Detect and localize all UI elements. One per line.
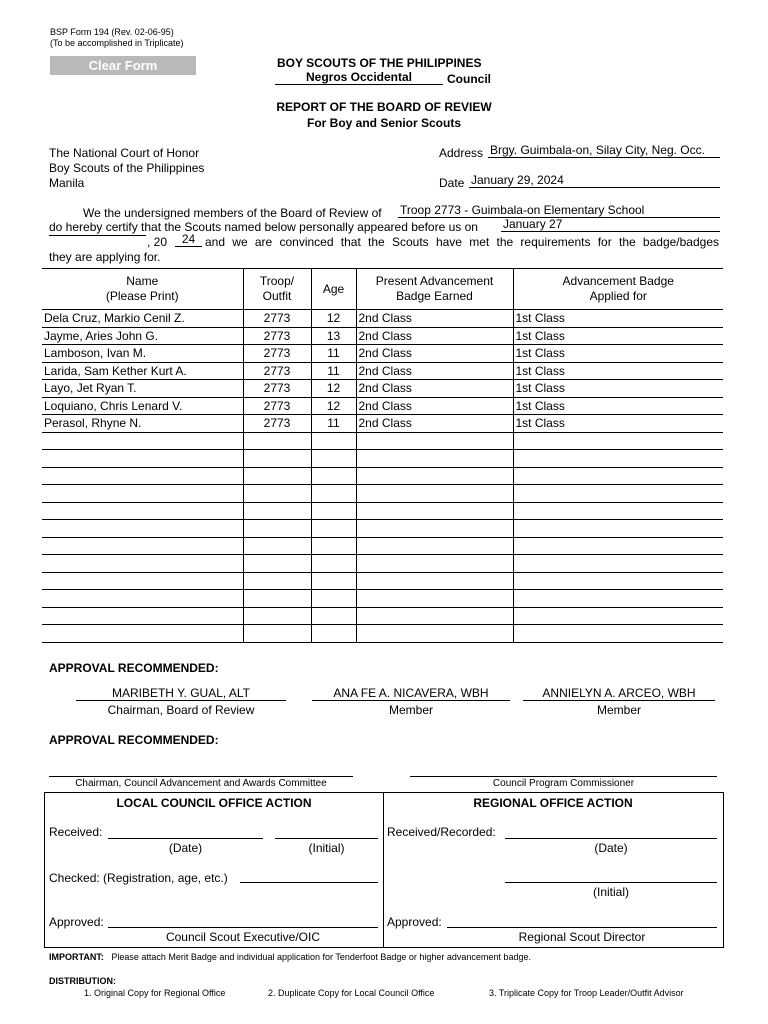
present-badge-cell[interactable] <box>356 485 513 503</box>
age-cell[interactable] <box>311 607 356 625</box>
col-header-applied-badge: Advancement Badge Applied for <box>513 269 723 310</box>
name-cell[interactable]: Loquiano, Chris Lenard V. <box>42 397 243 415</box>
table-row <box>42 450 723 468</box>
year-field[interactable]: 24 <box>175 232 202 247</box>
org-name: BOY SCOUTS OF THE PHILIPPINES <box>277 56 482 70</box>
table-row <box>42 607 723 625</box>
name-cell[interactable] <box>42 432 243 450</box>
name-cell[interactable] <box>42 572 243 590</box>
col-header-name: Name (Please Print) <box>42 269 243 310</box>
address-label: Address <box>439 146 484 160</box>
table-row <box>42 415 723 433</box>
appeared-date-blank[interactable] <box>49 235 146 236</box>
applied-badge-cell[interactable] <box>513 590 723 608</box>
member1-signature-field[interactable]: ANA FE A. NICAVERA, WBH <box>312 686 510 701</box>
age-cell[interactable] <box>311 467 356 485</box>
member2-signature-field[interactable]: ANNIELYN A. ARCEO, WBH <box>523 686 715 701</box>
member2-role: Member <box>596 703 641 717</box>
troop-cell[interactable]: 2773 <box>243 380 311 398</box>
present-badge-cell[interactable]: 2nd Class <box>356 310 513 328</box>
present-badge-cell[interactable] <box>356 537 513 555</box>
troop-cell[interactable] <box>243 607 311 625</box>
name-cell[interactable]: Larida, Sam Kether Kurt A. <box>42 362 243 380</box>
age-cell[interactable] <box>311 572 356 590</box>
chairman-role: Chairman, Board of Review <box>107 703 255 717</box>
present-badge-cell[interactable]: 2nd Class <box>356 380 513 398</box>
certification-intro: We the undersigned members of the Board of Review of <box>83 206 382 220</box>
applied-badge-cell[interactable] <box>513 607 723 625</box>
local-date-caption: (Date) <box>168 841 203 855</box>
present-badge-cell[interactable]: 2nd Class <box>356 327 513 345</box>
program-commissioner-signature-line[interactable] <box>410 776 717 777</box>
distribution-item-3: 3. Triplicate Copy for Troop Leader/Outfit Advisor <box>489 988 684 998</box>
applied-badge-cell[interactable] <box>513 467 723 485</box>
regional-approved-label: Approved: <box>387 915 442 929</box>
troop-field[interactable]: Troop 2773 - Guimbala-on Elementary School <box>398 203 720 218</box>
program-commissioner-role: Council Program Commissioner <box>492 778 635 789</box>
committee-chairman-signature-line[interactable] <box>49 776 353 777</box>
recipient-line-3: Manila <box>49 176 85 190</box>
local-action-title: LOCAL COUNCIL OFFICE ACTION <box>116 796 312 810</box>
name-cell[interactable]: Perasol, Rhyne N. <box>42 415 243 433</box>
office-action-box <box>44 792 724 948</box>
clear-form-button[interactable]: Clear Form <box>50 56 196 75</box>
age-cell[interactable]: 12 <box>311 397 356 415</box>
table-row <box>42 380 723 398</box>
chairman-signature-field[interactable]: MARIBETH Y. GUAL, ALT <box>76 686 286 701</box>
applied-badge-cell[interactable] <box>513 485 723 503</box>
regional-initial-line[interactable] <box>505 882 717 883</box>
troop-cell[interactable]: 2773 <box>243 415 311 433</box>
troop-cell[interactable] <box>243 450 311 468</box>
local-approved-line[interactable] <box>108 927 378 928</box>
table-row <box>42 432 723 450</box>
regional-received-label: Received/Recorded: <box>387 825 496 839</box>
applied-badge-cell[interactable] <box>513 450 723 468</box>
troop-cell[interactable]: 2773 <box>243 327 311 345</box>
important-note <box>49 952 531 962</box>
council-label: Council <box>447 72 491 86</box>
col-header-troop: Troop/ Outfit <box>243 269 311 310</box>
regional-initial-caption: (Initial) <box>592 885 629 899</box>
present-badge-cell[interactable] <box>356 607 513 625</box>
troop-cell[interactable]: 2773 <box>243 362 311 380</box>
present-badge-cell[interactable] <box>356 625 513 643</box>
troop-cell[interactable] <box>243 502 311 520</box>
table-row <box>42 555 723 573</box>
table-row <box>42 502 723 520</box>
age-cell[interactable] <box>311 450 356 468</box>
recipient-line-2: Boy Scouts of the Philippines <box>49 161 205 175</box>
office-action-divider <box>383 792 384 948</box>
present-badge-cell[interactable] <box>356 590 513 608</box>
present-badge-cell[interactable]: 2nd Class <box>356 362 513 380</box>
present-badge-cell[interactable]: 2nd Class <box>356 397 513 415</box>
troop-cell[interactable] <box>243 590 311 608</box>
troop-cell[interactable] <box>243 625 311 643</box>
present-badge-cell[interactable] <box>356 450 513 468</box>
age-cell[interactable]: 11 <box>311 345 356 363</box>
certification-line-2: do hereby certify that the Scouts named below personally appeared before us on <box>49 220 478 234</box>
applied-badge-cell[interactable]: 1st Class <box>513 327 723 345</box>
triplicate-note: (To be accomplished in Triplicate) <box>50 38 184 48</box>
local-received-label: Received: <box>49 825 103 839</box>
age-cell[interactable] <box>311 590 356 608</box>
certification-line-3: and we are convinced that the Scouts have met the requirements for the badge/badges <box>205 235 719 249</box>
name-cell[interactable] <box>42 450 243 468</box>
certification-line-4: they are applying for. <box>49 250 161 264</box>
present-badge-cell[interactable] <box>356 467 513 485</box>
age-cell[interactable]: 12 <box>311 380 356 398</box>
age-cell[interactable] <box>311 520 356 538</box>
present-badge-cell[interactable]: 2nd Class <box>356 415 513 433</box>
council-name-field[interactable]: Negros Occidental <box>275 70 443 85</box>
col-header-present-badge: Present Advancement Badge Earned <box>356 269 513 310</box>
troop-cell[interactable] <box>243 537 311 555</box>
table-row <box>42 537 723 555</box>
age-cell[interactable] <box>311 537 356 555</box>
applied-badge-cell[interactable]: 1st Class <box>513 310 723 328</box>
local-initial-caption: (Initial) <box>308 841 345 855</box>
age-cell[interactable] <box>311 502 356 520</box>
troop-cell[interactable]: 2773 <box>243 397 311 415</box>
recipient-line-1: The National Court of Honor <box>49 146 200 160</box>
age-cell[interactable]: 12 <box>311 310 356 328</box>
local-received-date-line[interactable] <box>108 838 263 839</box>
date-field[interactable]: January 29, 2024 <box>469 173 720 188</box>
applied-badge-cell[interactable]: 1st Class <box>513 345 723 363</box>
approval-heading-2: APPROVAL RECOMMENDED: <box>49 733 219 747</box>
present-badge-cell[interactable]: 2nd Class <box>356 345 513 363</box>
important-text: Please attach Merit Badge and individual application for Tenderfoot Badge or higher advancement badge. <box>111 952 531 962</box>
table-row <box>42 362 723 380</box>
troop-cell[interactable] <box>243 555 311 573</box>
regional-date-caption: (Date) <box>594 841 628 855</box>
report-title: REPORT OF THE BOARD OF REVIEW <box>276 100 492 114</box>
distribution-item-2: 2. Duplicate Copy for Local Council Office <box>268 988 435 998</box>
troop-cell[interactable] <box>243 485 311 503</box>
table-row <box>42 327 723 345</box>
age-cell[interactable] <box>311 432 356 450</box>
distribution-item-1: 1. Original Copy for Regional Office <box>84 988 226 998</box>
table-row <box>42 467 723 485</box>
regional-received-date-line[interactable] <box>505 838 717 839</box>
name-cell[interactable] <box>42 537 243 555</box>
table-row <box>42 310 723 328</box>
distribution-label: DISTRIBUTION: <box>49 976 116 986</box>
regional-signer-caption: Regional Scout Director <box>518 930 646 944</box>
name-cell[interactable]: Lamboson, Ivan M. <box>42 345 243 363</box>
local-approved-label: Approved: <box>49 915 104 929</box>
applied-badge-cell[interactable]: 1st Class <box>513 397 723 415</box>
troop-cell[interactable] <box>243 467 311 485</box>
troop-cell[interactable] <box>243 520 311 538</box>
name-cell[interactable] <box>42 502 243 520</box>
present-badge-cell[interactable] <box>356 502 513 520</box>
present-badge-cell[interactable] <box>356 432 513 450</box>
applied-badge-cell[interactable]: 1st Class <box>513 362 723 380</box>
age-cell[interactable] <box>311 555 356 573</box>
applied-badge-cell[interactable] <box>513 520 723 538</box>
age-cell[interactable] <box>311 485 356 503</box>
local-checked-label: Checked: (Registration, age, etc.) <box>49 871 228 885</box>
troop-cell[interactable]: 2773 <box>243 345 311 363</box>
applied-badge-cell[interactable]: 1st Class <box>513 380 723 398</box>
troop-cell[interactable]: 2773 <box>243 310 311 328</box>
applied-badge-cell[interactable] <box>513 625 723 643</box>
applied-badge-cell[interactable] <box>513 572 723 590</box>
name-cell[interactable] <box>42 590 243 608</box>
table-row <box>42 520 723 538</box>
name-cell[interactable] <box>42 625 243 643</box>
table-header-row <box>42 269 723 310</box>
important-label: IMPORTANT: <box>49 952 104 962</box>
table-row <box>42 485 723 503</box>
address-field[interactable]: Brgy. Guimbala-on, Silay City, Neg. Occ. <box>488 143 720 158</box>
local-checked-line[interactable] <box>240 882 378 883</box>
regional-approved-line[interactable] <box>447 927 717 928</box>
troop-cell[interactable] <box>243 432 311 450</box>
table-row <box>42 625 723 643</box>
col-header-age: Age <box>311 269 356 310</box>
table-row <box>42 590 723 608</box>
name-cell[interactable] <box>42 467 243 485</box>
troop-cell[interactable] <box>243 572 311 590</box>
name-cell[interactable]: Dela Cruz, Markio Cenil Z. <box>42 310 243 328</box>
local-received-initial-line[interactable] <box>275 838 378 839</box>
scouts-table <box>42 268 723 643</box>
table-row <box>42 572 723 590</box>
local-signer-caption: Council Scout Executive/OIC <box>165 930 321 944</box>
table-row <box>42 397 723 415</box>
age-cell[interactable]: 13 <box>311 327 356 345</box>
name-cell[interactable] <box>42 555 243 573</box>
name-cell[interactable]: Layo, Jet Ryan T. <box>42 380 243 398</box>
present-badge-cell[interactable] <box>356 520 513 538</box>
name-cell[interactable] <box>42 607 243 625</box>
applied-badge-cell[interactable] <box>513 502 723 520</box>
form-number: BSP Form 194 (Rev. 02-06-95) <box>50 27 174 37</box>
date-label: Date <box>439 176 465 190</box>
year-prefix: , 20 <box>147 235 168 249</box>
applied-badge-cell[interactable] <box>513 555 723 573</box>
appeared-date-field[interactable]: January 27 <box>501 217 720 232</box>
applied-badge-cell[interactable] <box>513 537 723 555</box>
name-cell[interactable]: Jayme, Aries John G. <box>42 327 243 345</box>
table-row <box>42 345 723 363</box>
age-cell[interactable]: 11 <box>311 362 356 380</box>
applied-badge-cell[interactable] <box>513 432 723 450</box>
name-cell[interactable] <box>42 520 243 538</box>
age-cell[interactable]: 11 <box>311 415 356 433</box>
committee-chairman-role: Chairman, Council Advancement and Awards Committee <box>75 778 327 789</box>
member1-role: Member <box>388 703 433 717</box>
present-badge-cell[interactable] <box>356 572 513 590</box>
present-badge-cell[interactable] <box>356 555 513 573</box>
approval-heading-1: APPROVAL RECOMMENDED: <box>49 661 219 675</box>
applied-badge-cell[interactable]: 1st Class <box>513 415 723 433</box>
name-cell[interactable] <box>42 485 243 503</box>
report-subtitle: For Boy and Senior Scouts <box>306 116 462 130</box>
regional-action-title: REGIONAL OFFICE ACTION <box>473 796 633 810</box>
age-cell[interactable] <box>311 625 356 643</box>
